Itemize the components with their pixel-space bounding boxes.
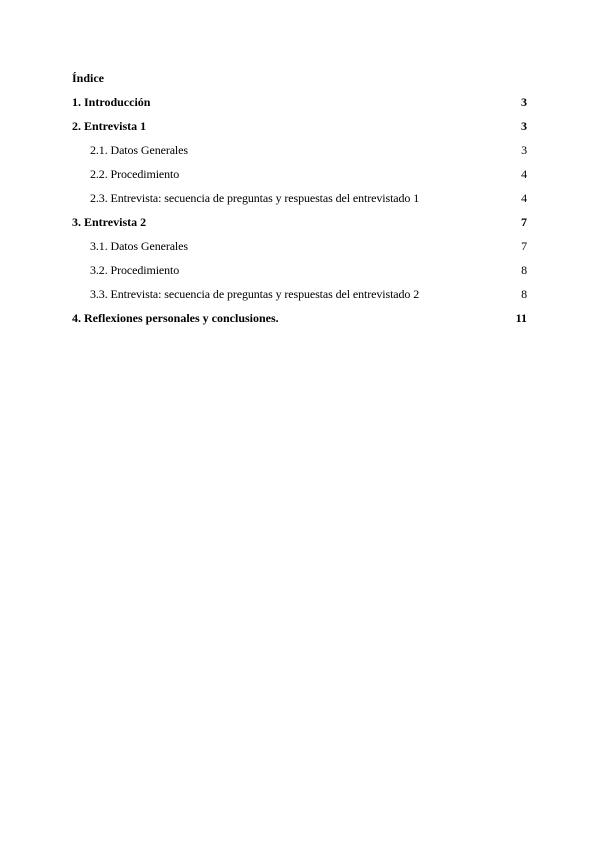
toc-subentry[interactable] [72,262,527,286]
toc-subentry[interactable] [72,238,527,262]
toc-subentry-page: 4 [521,167,527,181]
toc-subentry[interactable] [72,166,527,190]
toc-entry[interactable] [72,214,527,238]
toc-subentry-page: 8 [521,287,527,301]
toc-entry-page: 11 [515,311,527,325]
toc-entry-page: 3 [521,119,527,133]
toc-subentry-label: 2.3. Entrevista: secuencia de preguntas y respuestas del entrevistado 1 [90,191,420,205]
toc-entry-page: 3 [521,95,527,109]
toc-subentry-label: 3.1. Datos Generales [90,239,188,253]
toc-subentry-label: 2.1. Datos Generales [90,143,188,157]
toc-subentry[interactable] [72,142,527,166]
toc-subentry-label: 2.2. Procedimiento [90,167,180,181]
toc-entry-label: 3. Entrevista 2 [72,215,147,229]
toc-subentry-label: 3.3. Entrevista: secuencia de preguntas y respuestas del entrevistado 2 [90,287,420,301]
toc-subentry[interactable] [72,286,527,310]
toc-subentry-page: 7 [521,239,527,253]
toc-subentry-page: 3 [521,143,527,157]
toc-entry[interactable] [72,310,527,334]
toc-entry-label: 2. Entrevista 1 [72,119,147,133]
toc-entry-label: 4. Reflexiones personales y conclusiones. [72,311,279,325]
toc-subentry-page: 8 [521,263,527,277]
toc-subentry-page: 4 [521,191,527,205]
toc-subentry-label: 3.2. Procedimiento [90,263,180,277]
toc-subentry[interactable] [72,190,527,214]
toc-entry[interactable] [72,94,527,118]
toc-entry[interactable] [72,118,527,142]
table-of-contents [72,94,527,334]
toc-entry-page: 7 [521,215,527,229]
toc-title: Índice [72,71,105,85]
toc-entry-label: 1. Introducción [72,95,151,109]
